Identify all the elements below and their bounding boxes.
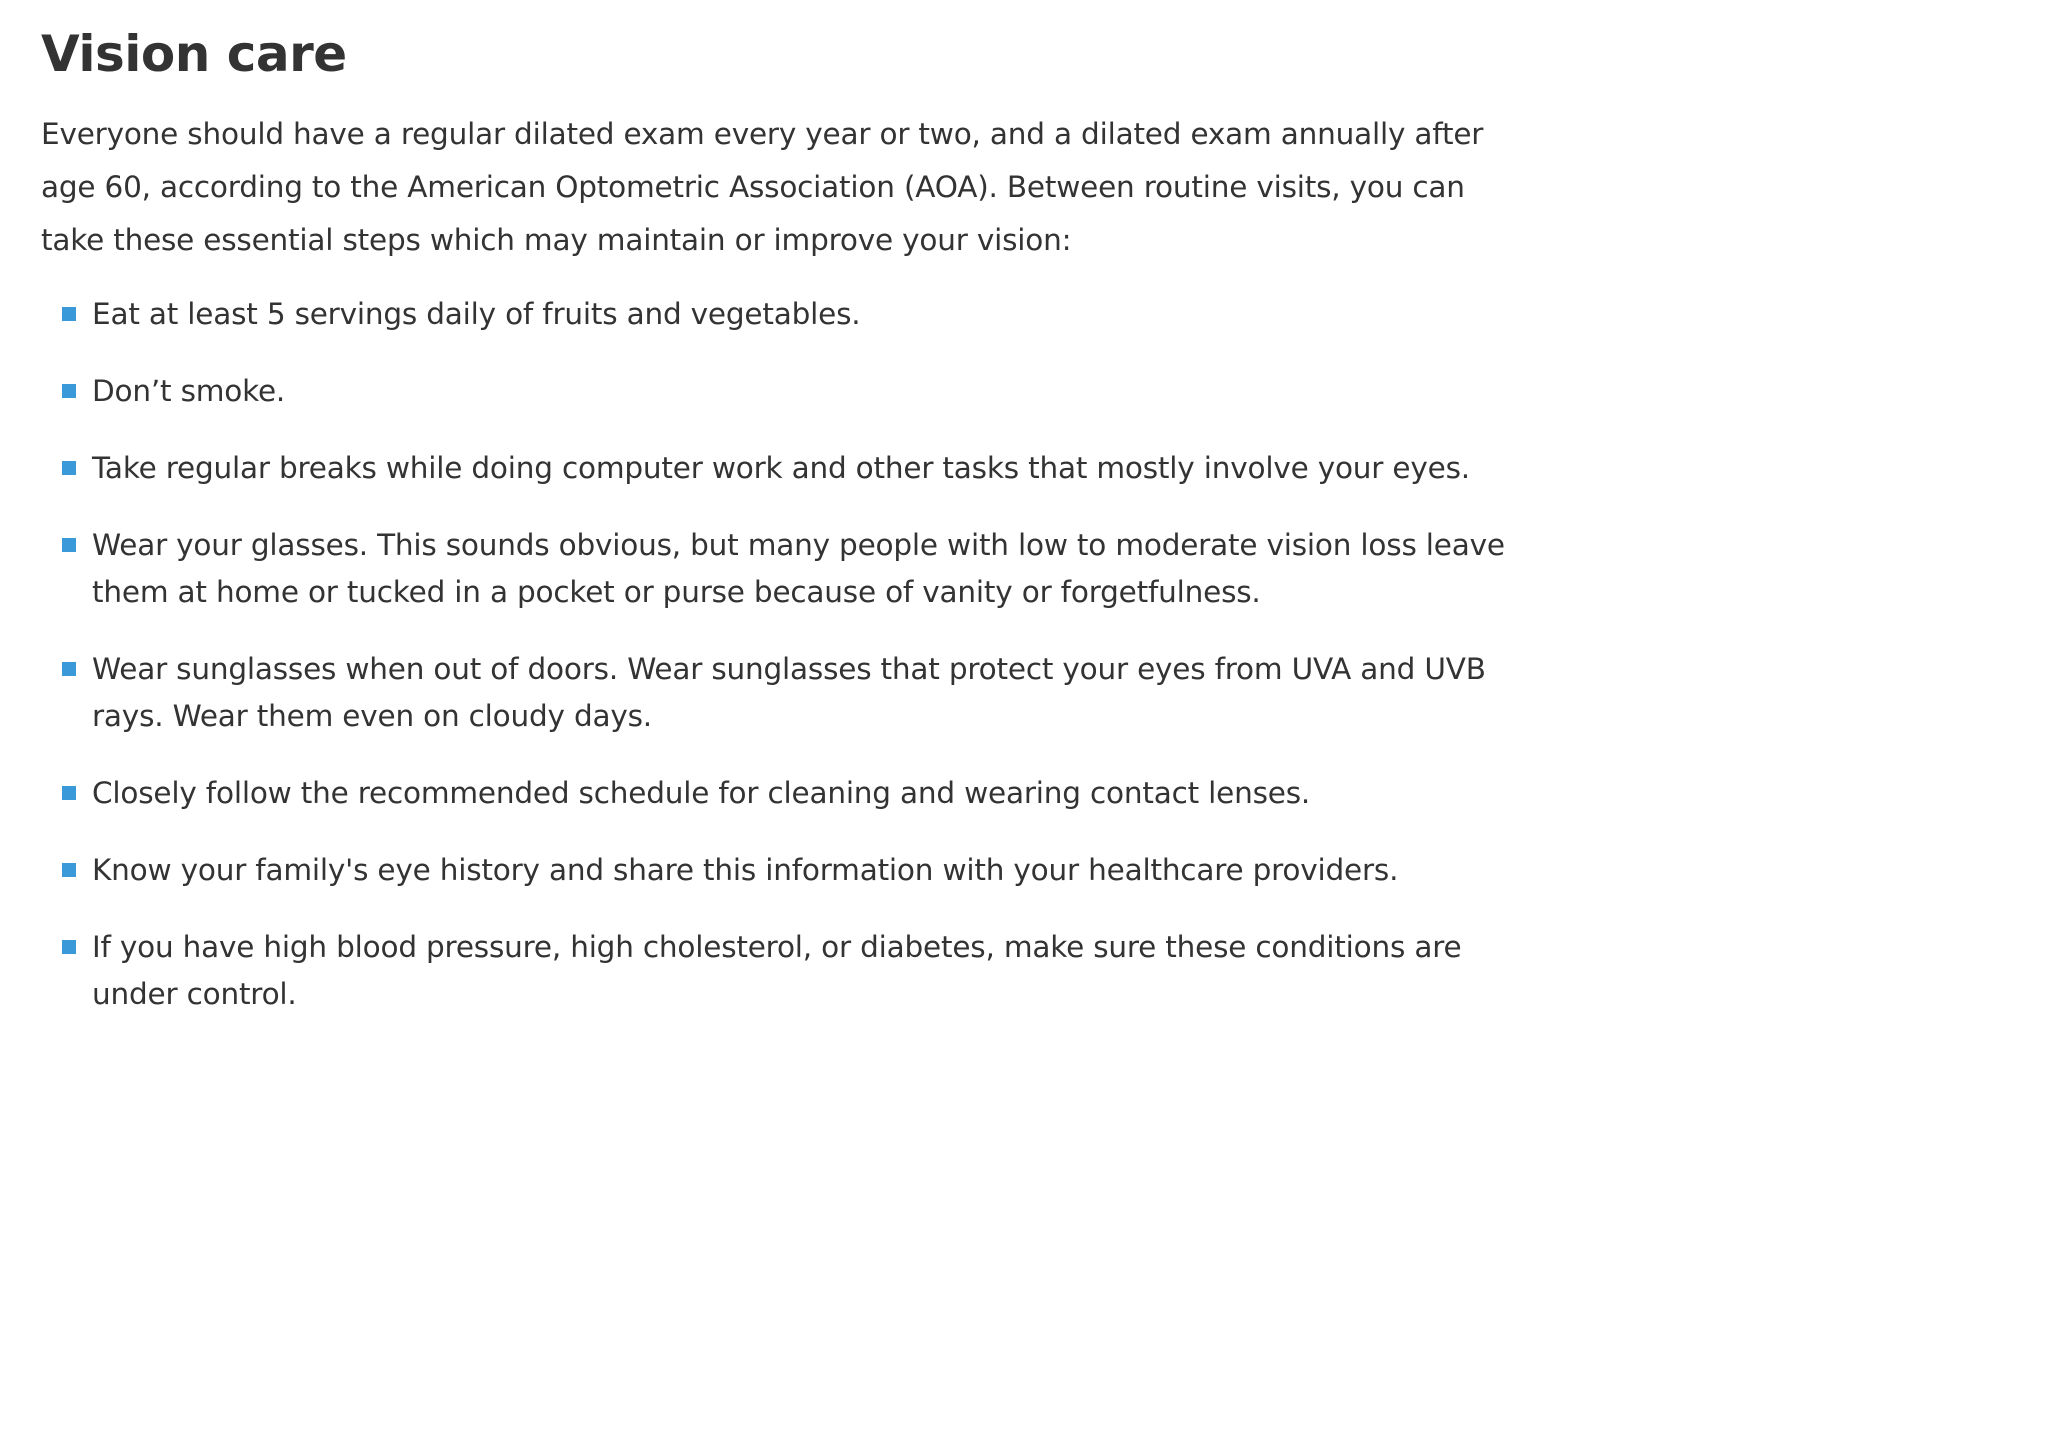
list-item-text: Wear sunglasses when out of doors. Wear sunglasses that protect your eyes from UVA and UVB rays. Wear them even on cloudy days. bbox=[92, 652, 1486, 733]
list-item-text: Don’t smoke. bbox=[92, 374, 286, 408]
article-content bbox=[41, 22, 1531, 1048]
list-item bbox=[41, 646, 1531, 740]
list-item-text: If you have high blood pressure, high cholesterol, or diabetes, make sure these conditions are under control. bbox=[92, 930, 1462, 1011]
square-bullet-icon bbox=[62, 940, 76, 954]
list-item bbox=[41, 847, 1531, 894]
tips-list bbox=[41, 291, 1531, 1018]
list-item bbox=[41, 924, 1531, 1018]
list-item bbox=[41, 522, 1531, 616]
page-title: Vision care bbox=[41, 25, 347, 83]
list-item-text: Wear your glasses. This sounds obvious, but many people with low to moderate vision loss leave them at home or tucked in a pocket or purse because of vanity or forgetfulness. bbox=[92, 528, 1505, 609]
list-item-text: Closely follow the recommended schedule for cleaning and wearing contact lenses. bbox=[92, 776, 1311, 810]
square-bullet-icon bbox=[62, 863, 76, 877]
list-item-text: Eat at least 5 servings daily of fruits and vegetables. bbox=[92, 297, 861, 331]
list-item bbox=[41, 445, 1531, 492]
list-item-text: Know your family's eye history and share this information with your healthcare providers. bbox=[92, 853, 1399, 887]
intro-paragraph: Everyone should have a regular dilated exam every year or two, and a dilated exam annually after age 60, according to the American Optometric Association (AOA). Between routine visits, you can take these essential steps which may maintain or improve your vision: bbox=[41, 117, 1484, 257]
list-item-text: Take regular breaks while doing computer work and other tasks that mostly involve your eyes. bbox=[92, 451, 1470, 485]
list-item bbox=[41, 291, 1531, 338]
square-bullet-icon bbox=[62, 786, 76, 800]
square-bullet-icon bbox=[62, 307, 76, 321]
square-bullet-icon bbox=[62, 538, 76, 552]
square-bullet-icon bbox=[62, 384, 76, 398]
list-item bbox=[41, 368, 1531, 415]
list-item bbox=[41, 770, 1531, 817]
square-bullet-icon bbox=[62, 461, 76, 475]
square-bullet-icon bbox=[62, 662, 76, 676]
